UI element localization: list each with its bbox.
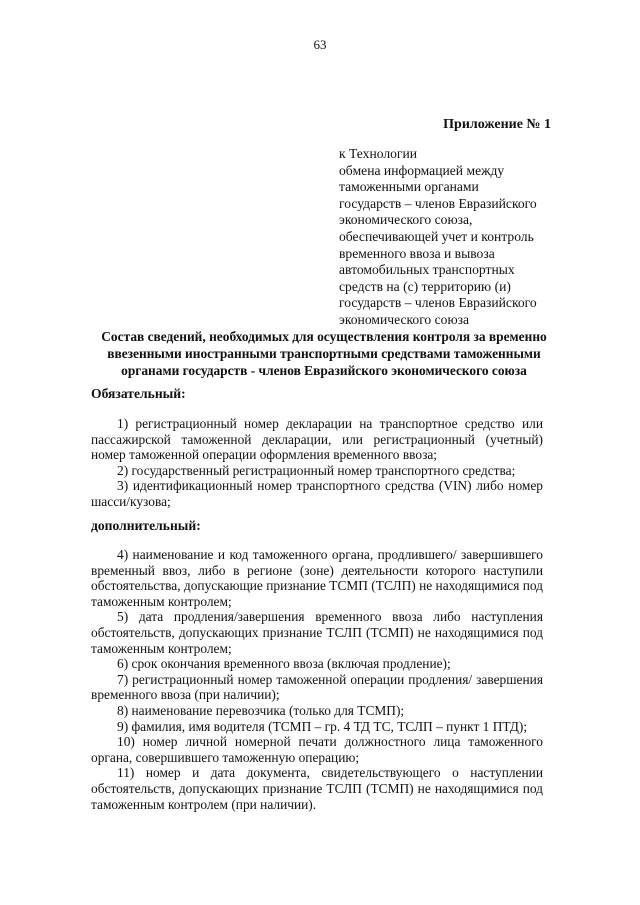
appendix-reference-line: обеспечивающей учет и контроль [339,228,534,244]
appendix-reference-line: государств – членов Евразийского [339,195,537,211]
appendix-reference [339,146,537,329]
appendix-reference-line: обмена информацией между [339,162,505,178]
additional-list [91,547,543,812]
appendix-reference-line: экономического союза [339,311,470,327]
appendix-reference-line: экономического союза, [339,212,473,228]
list-item: 11) номер и дата документа, свидетельствующего о наступлении обстоятельств, допускающих признание ТСЛП (ТСМП) не находящимися под таможенным контролем (при наличии). [91,765,543,812]
appendix-title: Приложение № 1 [443,117,551,132]
list-item: 3) идентификационный номер транспортного средства (VIN) либо номер шасси/кузова; [91,478,543,509]
list-item: 8) наименование перевозчика (только для ТСМП); [117,702,405,718]
appendix-reference-line: государств – членов Евразийского [339,295,537,311]
document-title: Состав сведений, необходимых для осуществления контроля за временно ввезенными иностранными транспортными средствами таможенными органами государств - членов Евразийского экономического союза [101,329,547,378]
appendix-reference-line: средств на (с) территорию (и) [339,278,511,294]
appendix-reference-line: к Технологии [339,146,418,161]
list-item: 7) регистрационный номер таможенной операции продления/ завершения временного ввоза (при наличии); [91,671,543,703]
mandatory-heading: Обязательный: [91,386,186,401]
list-item: 9) фамилия, имя водителя (ТСМП – гр. 4 ТД ТС, ТСЛП – пункт 1 ПТД); [117,718,528,734]
list-item: 2) государственный регистрационный номер транспортного средства; [117,462,516,478]
page-number: 63 [313,37,327,52]
appendix-reference-line: временного ввоза и вывоза [339,245,495,261]
list-item: 10) номер личной номерной печати должностного лица таможенного органа, совершившего таможенную операцию; [91,734,543,765]
list-item: 1) регистрационный номер декларации на транспортное средство или пассажирской таможенной декларации, или регистрационный (учетный) номер таможенной операции оформления временного ввоза; [91,416,543,463]
appendix-reference-line: таможенными органами [339,179,479,195]
additional-heading: дополнительный: [91,518,201,533]
appendix-reference-line: автомобильных транспортных [339,262,515,278]
mandatory-list [91,416,543,510]
list-item: 5) дата продления/завершения временного ввоза либо наступления обстоятельств, допускающих признание ТСЛП (ТСМП) не находящимися под таможенным контролем; [91,609,543,656]
list-item: 4) наименование и код таможенного органа, продлившего/ завершившего временный ввоз, либо в регионе (зоне) деятельности которого наступили обстоятельства, допускающие признание ТСМП (ТСЛП) не находящимися под таможенным контролем; [91,547,543,609]
list-item: 6) срок окончания временного ввоза (включая продление); [117,656,451,672]
